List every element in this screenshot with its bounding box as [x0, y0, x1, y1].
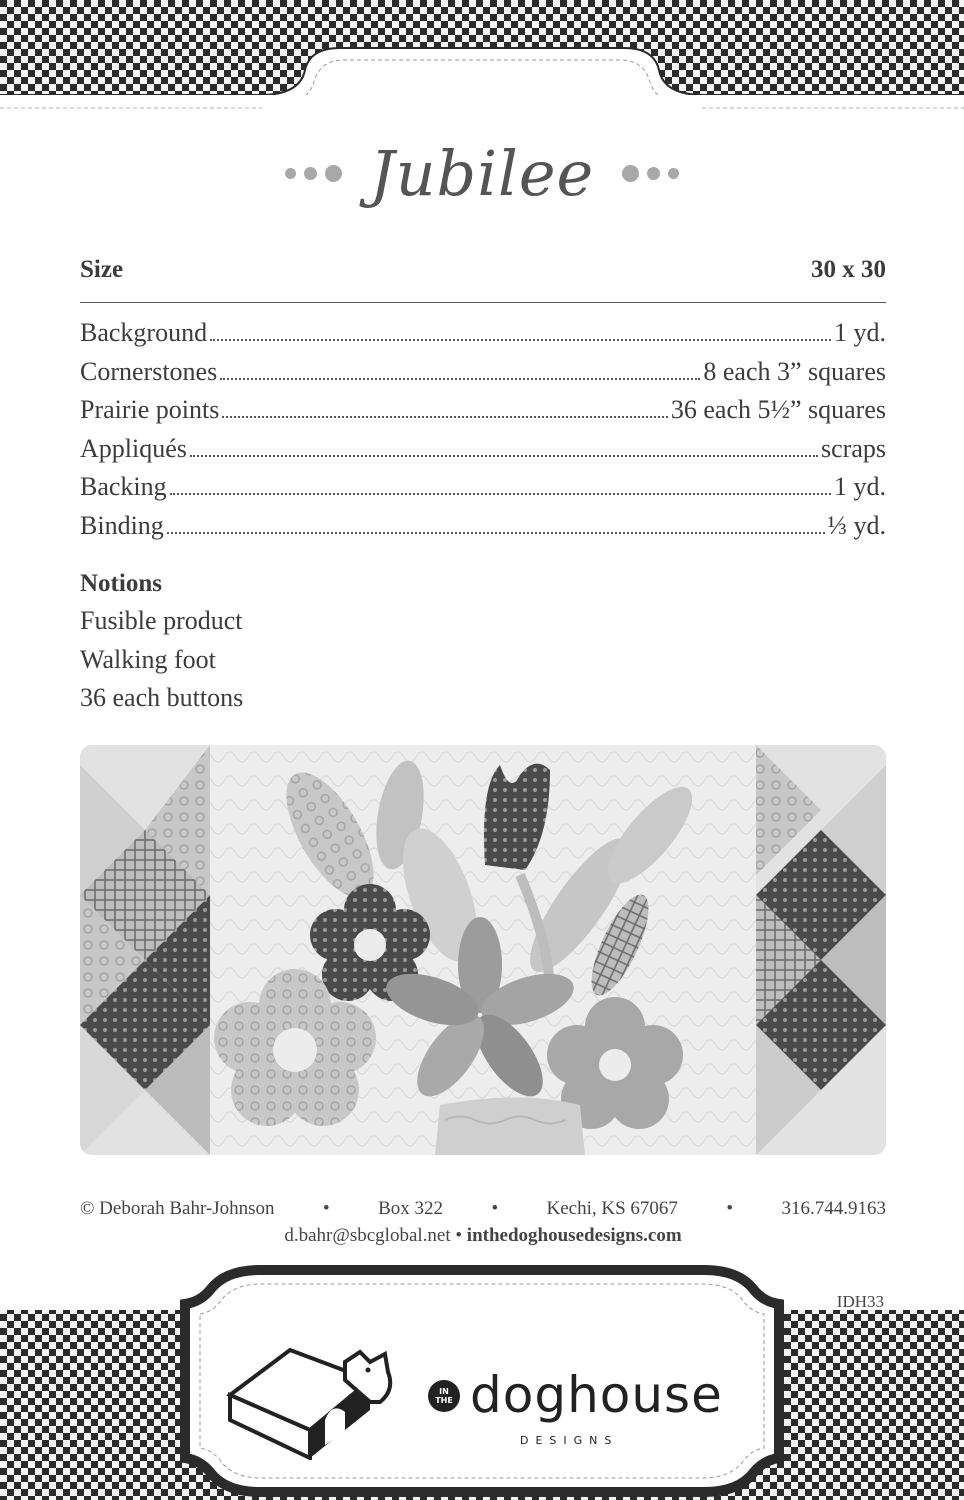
separator: •	[726, 1198, 734, 1219]
separator: •	[455, 1225, 463, 1246]
badge-line-2: THE	[435, 1396, 453, 1405]
contact-line	[80, 1198, 886, 1220]
separator: •	[491, 1198, 499, 1219]
dot-leader	[210, 339, 831, 341]
pattern-code: IDH33	[836, 1292, 884, 1311]
notions-section	[80, 570, 243, 722]
requirement-item: Cornerstones	[80, 356, 218, 386]
size-label: Size	[80, 256, 124, 283]
requirement-item: Backing	[80, 472, 167, 502]
city-state-zip: Kechi, KS 67067	[546, 1198, 678, 1219]
dot-leader	[190, 455, 818, 457]
dot-leader	[167, 532, 825, 534]
phone-number: 316.744.9163	[781, 1198, 886, 1219]
quilt-photo	[80, 745, 886, 1155]
requirement-item: Prairie points	[80, 395, 220, 425]
requirement-amount: 8 each 3” squares	[703, 356, 886, 386]
requirement-amount: 1 yd.	[834, 318, 886, 347]
designer-name: © Deborah Bahr-Johnson	[80, 1198, 275, 1219]
contact-web-line	[80, 1225, 886, 1247]
requirement-amount: scraps	[821, 433, 886, 463]
notions-heading: Notions	[80, 570, 162, 597]
pattern-title: Jubilee	[369, 136, 595, 210]
requirement-row	[80, 472, 886, 511]
quilt-illustration	[80, 745, 886, 1155]
separator: •	[322, 1198, 330, 1219]
logo-wordmark-text: doghouse	[470, 1366, 723, 1424]
notion-item: Walking foot	[80, 644, 216, 674]
dot-leader	[220, 378, 700, 380]
requirement-row	[80, 511, 886, 550]
top-panel-frame	[0, 0, 964, 140]
requirement-row	[80, 434, 886, 473]
po-box: Box 322	[378, 1198, 443, 1219]
logo-wordmark	[430, 1366, 723, 1424]
requirement-item: Binding	[80, 510, 164, 540]
notion-item: 36 each buttons	[80, 683, 244, 712]
website-link[interactable]: inthedoghousedesigns.com	[466, 1225, 682, 1246]
size-row	[80, 256, 886, 284]
badge-line-1: IN	[439, 1387, 449, 1396]
title-row	[0, 128, 964, 218]
requirement-row	[80, 318, 886, 357]
requirement-amount: 36 each 5½” squares	[670, 395, 886, 425]
brand-logo	[220, 1340, 780, 1460]
logo-tagline: DESIGNS	[520, 1434, 619, 1447]
requirement-row	[80, 357, 886, 396]
fabric-requirements-list	[80, 318, 886, 550]
dot-leader	[222, 416, 667, 418]
requirement-amount: 1 yd.	[834, 472, 886, 502]
size-value: 30 x 30	[811, 256, 886, 283]
requirement-row	[80, 395, 886, 434]
requirement-item: Background	[80, 318, 208, 347]
requirement-amount: ⅓ yd.	[827, 510, 886, 540]
size-divider	[80, 302, 886, 303]
notion-item: Fusible product	[80, 606, 243, 635]
requirement-item: Appliqués	[80, 433, 187, 463]
dot-leader	[170, 493, 831, 495]
right-dots-ornament	[622, 165, 679, 182]
email-address: d.bahr@sbcglobal.net	[284, 1225, 451, 1246]
left-dots-ornament	[285, 165, 342, 182]
doghouse-icon	[220, 1340, 410, 1460]
